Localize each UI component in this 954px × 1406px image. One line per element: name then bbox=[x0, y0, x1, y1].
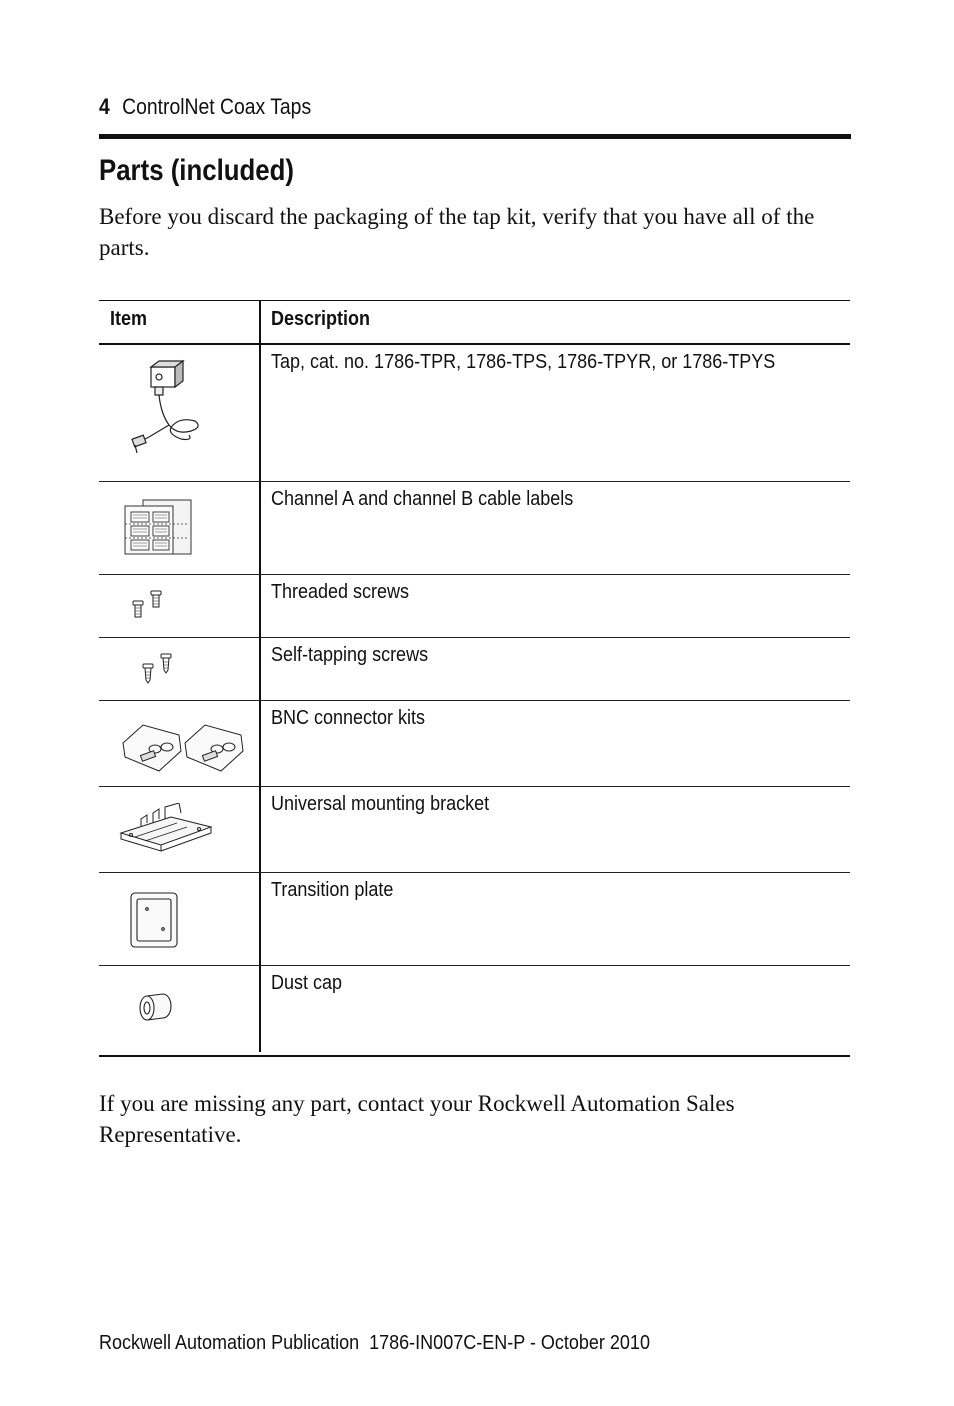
tap-icon bbox=[99, 345, 259, 481]
column-header-item: Item bbox=[110, 308, 148, 330]
table-row bbox=[99, 345, 850, 482]
section-title: Parts (included) bbox=[99, 154, 294, 187]
description-transition-plate: Transition plate bbox=[271, 879, 394, 901]
running-title: ControlNet Coax Taps bbox=[122, 94, 312, 119]
table-header-row bbox=[99, 300, 850, 345]
description-dust-cap: Dust cap bbox=[271, 972, 343, 994]
description-threaded-screws: Threaded screws bbox=[271, 581, 410, 603]
bnc-connector-kits-icon bbox=[99, 701, 259, 786]
description-cable-labels: Channel A and channel B cable labels bbox=[271, 488, 574, 510]
table-row bbox=[99, 575, 850, 638]
table-row bbox=[99, 966, 850, 1057]
cable-labels-icon bbox=[99, 482, 259, 574]
transition-plate-icon bbox=[99, 873, 259, 965]
description-tap: Tap, cat. no. 1786-TPR, 1786-TPS, 1786-TPYR, or 1786-TPYS bbox=[271, 351, 776, 373]
threaded-screws-icon bbox=[99, 575, 259, 637]
header-rule bbox=[99, 134, 851, 139]
parts-table bbox=[99, 300, 850, 1057]
running-header bbox=[99, 94, 311, 120]
dust-cap-icon bbox=[99, 966, 259, 1055]
table-row bbox=[99, 482, 850, 575]
description-mounting-bracket: Universal mounting bracket bbox=[271, 793, 490, 815]
table-row bbox=[99, 701, 850, 787]
self-tapping-screws-icon bbox=[99, 638, 259, 700]
page-number: 4 bbox=[99, 94, 110, 119]
column-header-description: Description bbox=[271, 308, 371, 330]
description-bnc-connector-kits: BNC connector kits bbox=[271, 707, 426, 729]
mounting-bracket-icon bbox=[99, 787, 259, 872]
intro-paragraph: Before you discard the packaging of the tap kit, verify that you have all of the parts. bbox=[99, 204, 815, 260]
table-row bbox=[99, 873, 850, 966]
table-row bbox=[99, 787, 850, 873]
description-self-tapping-screws: Self-tapping screws bbox=[271, 644, 429, 666]
outro-paragraph: If you are missing any part, contact your Rockwell Automation Sales Representative. bbox=[99, 1091, 735, 1147]
table-row bbox=[99, 638, 850, 701]
footer: Rockwell Automation Publication 1786-IN007C-EN-P - October 2010 bbox=[99, 1332, 650, 1354]
